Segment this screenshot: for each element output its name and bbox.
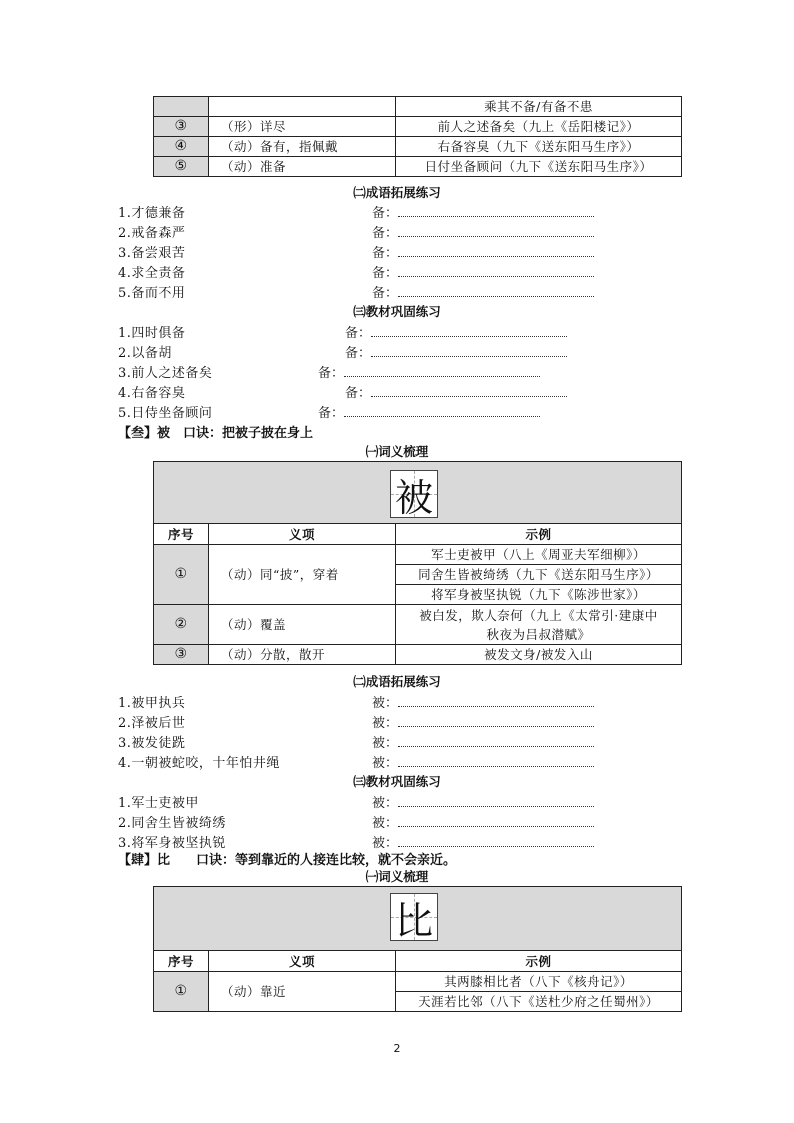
answer-blank[interactable]	[372, 732, 594, 751]
table-cell	[154, 97, 209, 117]
answer-blank[interactable]	[372, 792, 594, 811]
section-title-pi: 【叁】被 口诀：把被子披在身上	[118, 426, 314, 441]
headword-char: 比	[394, 898, 433, 941]
answer-blank[interactable]	[372, 812, 594, 831]
bei-meaning-table	[153, 96, 682, 177]
blank-label: 被：	[372, 756, 399, 771]
column-header: 义项	[209, 951, 396, 972]
exercise-item: 4.右备容臭	[118, 386, 186, 401]
section-title-bi: 【肆】比 口诀：等到靠近的人接连比较，就不会亲近。	[118, 853, 457, 868]
example-line: 被白发，欺人奈何（九上《太常引·建康中	[419, 607, 658, 623]
example-cell: 右备容臭（九下《送东阳马生序》）	[396, 137, 682, 157]
column-header: 义项	[209, 524, 396, 545]
answer-blank[interactable]	[372, 242, 594, 261]
blank-label: 备：	[372, 246, 399, 261]
column-header: 序号	[154, 524, 209, 545]
exercise-item: 1.军士吏被甲	[118, 796, 199, 811]
column-header: 示例	[396, 524, 682, 545]
blank-label: 备：	[345, 346, 372, 361]
exercise-item: 5.备而不用	[118, 286, 186, 301]
blank-label: 被：	[372, 716, 399, 731]
row-number: ①	[154, 972, 209, 1012]
blank-label: 备：	[345, 326, 372, 341]
exercise-item: 2.泽被后世	[118, 716, 186, 731]
blank-label: 被：	[372, 816, 399, 831]
answer-blank[interactable]	[372, 222, 594, 241]
section-heading: ㈡成语拓展练习	[353, 674, 441, 689]
answer-blank[interactable]	[372, 712, 594, 731]
section-heading: ㈢教材巩固练习	[353, 774, 441, 789]
answer-blank[interactable]	[372, 692, 594, 711]
exercise-item: 1.才德兼备	[118, 206, 186, 221]
section-heading: ㈡成语拓展练习	[353, 185, 441, 200]
row-number: ②	[154, 605, 209, 645]
table-cell	[209, 97, 396, 117]
blank-label: 备：	[372, 226, 399, 241]
exercise-item: 2.以备胡	[118, 346, 172, 361]
column-header: 示例	[396, 951, 682, 972]
meaning-cell: （动）备有，指佩戴	[209, 137, 396, 157]
meaning-cell: （动）覆盖	[209, 605, 396, 645]
answer-blank[interactable]	[372, 202, 594, 221]
example-cell: 将军身被坚执锐（九下《陈涉世家》）	[396, 585, 682, 605]
character-box	[390, 893, 438, 941]
example-cell: 前人之述备矣（九上《岳阳楼记》）	[396, 117, 682, 137]
exercise-item: 1.四时俱备	[118, 326, 186, 341]
meaning-cell: （动）分散，散开	[209, 645, 396, 665]
answer-blank[interactable]	[372, 262, 594, 281]
exercise-item: 4.求全责备	[118, 266, 186, 281]
meaning-cell: （动）同“披”，穿着	[209, 545, 396, 605]
exercise-item: 2.同舍生皆被绮绣	[118, 816, 226, 831]
exercise-item: 3.将军身被坚执锐	[118, 836, 226, 851]
exercise-item: 3.前人之述备矣	[118, 366, 213, 381]
blank-label: 被：	[372, 736, 399, 751]
answer-blank[interactable]	[345, 342, 567, 361]
row-number: ③	[154, 117, 209, 137]
exercise-item: 4.一朝被蛇咬，十年怕井绳	[118, 756, 280, 771]
blank-label: 备：	[372, 206, 399, 221]
exercise-item: 3.被发徒跣	[118, 736, 186, 751]
headword-char: 被	[394, 475, 433, 518]
row-number: ④	[154, 137, 209, 157]
blank-label: 备：	[372, 266, 399, 281]
answer-blank[interactable]	[318, 362, 540, 381]
row-number: ①	[154, 545, 209, 605]
answer-blank[interactable]	[372, 282, 594, 301]
blank-label: 备：	[318, 366, 345, 381]
example-line: 秋夜为吕叔潜赋》	[486, 626, 591, 642]
exercise-item: 1.被甲执兵	[118, 696, 186, 711]
example-cell: 被发文身/被发入山	[396, 645, 682, 665]
example-cell: 天涯若比邻（八下《送杜少府之任蜀州》）	[396, 992, 682, 1012]
page-number: 2	[393, 1042, 401, 1055]
blank-label: 备：	[318, 406, 345, 421]
example-cell: 乘其不备/有备不患	[396, 97, 682, 117]
blank-label: 被：	[372, 696, 399, 711]
answer-blank[interactable]	[318, 402, 540, 421]
character-box	[390, 470, 438, 518]
answer-blank[interactable]	[345, 382, 567, 401]
column-header: 序号	[154, 951, 209, 972]
example-cell: 日付坐备顾问（九下《送东阳马生序》）	[396, 157, 682, 177]
example-cell: 其两膝相比者（八下《核舟记》）	[396, 972, 682, 992]
exercise-item: 3.备尝艰苦	[118, 246, 186, 261]
exercise-item: 5.日侍坐备顾问	[118, 406, 213, 421]
meaning-cell: （动）准备	[209, 157, 396, 177]
blank-label: 备：	[372, 286, 399, 301]
row-number: ⑤	[154, 157, 209, 177]
example-cell	[396, 605, 682, 645]
exercise-item: 2.戒备森严	[118, 226, 186, 241]
section-heading: ㈠词义梳理	[365, 444, 429, 459]
blank-label: 被：	[372, 836, 399, 851]
meaning-cell: （形）详尽	[209, 117, 396, 137]
row-number: ③	[154, 645, 209, 665]
answer-blank[interactable]	[345, 322, 567, 341]
section-heading: ㈠词义梳理	[365, 869, 429, 884]
example-cell: 军士吏被甲（八上《周亚夫军细柳》）	[396, 545, 682, 565]
blank-label: 备：	[345, 386, 372, 401]
meaning-cell: （动）靠近	[209, 972, 396, 1012]
example-cell: 同舍生皆被绮绣（九下《送东阳马生序》）	[396, 565, 682, 585]
blank-label: 被：	[372, 796, 399, 811]
answer-blank[interactable]	[372, 752, 594, 771]
section-heading: ㈢教材巩固练习	[353, 304, 441, 319]
